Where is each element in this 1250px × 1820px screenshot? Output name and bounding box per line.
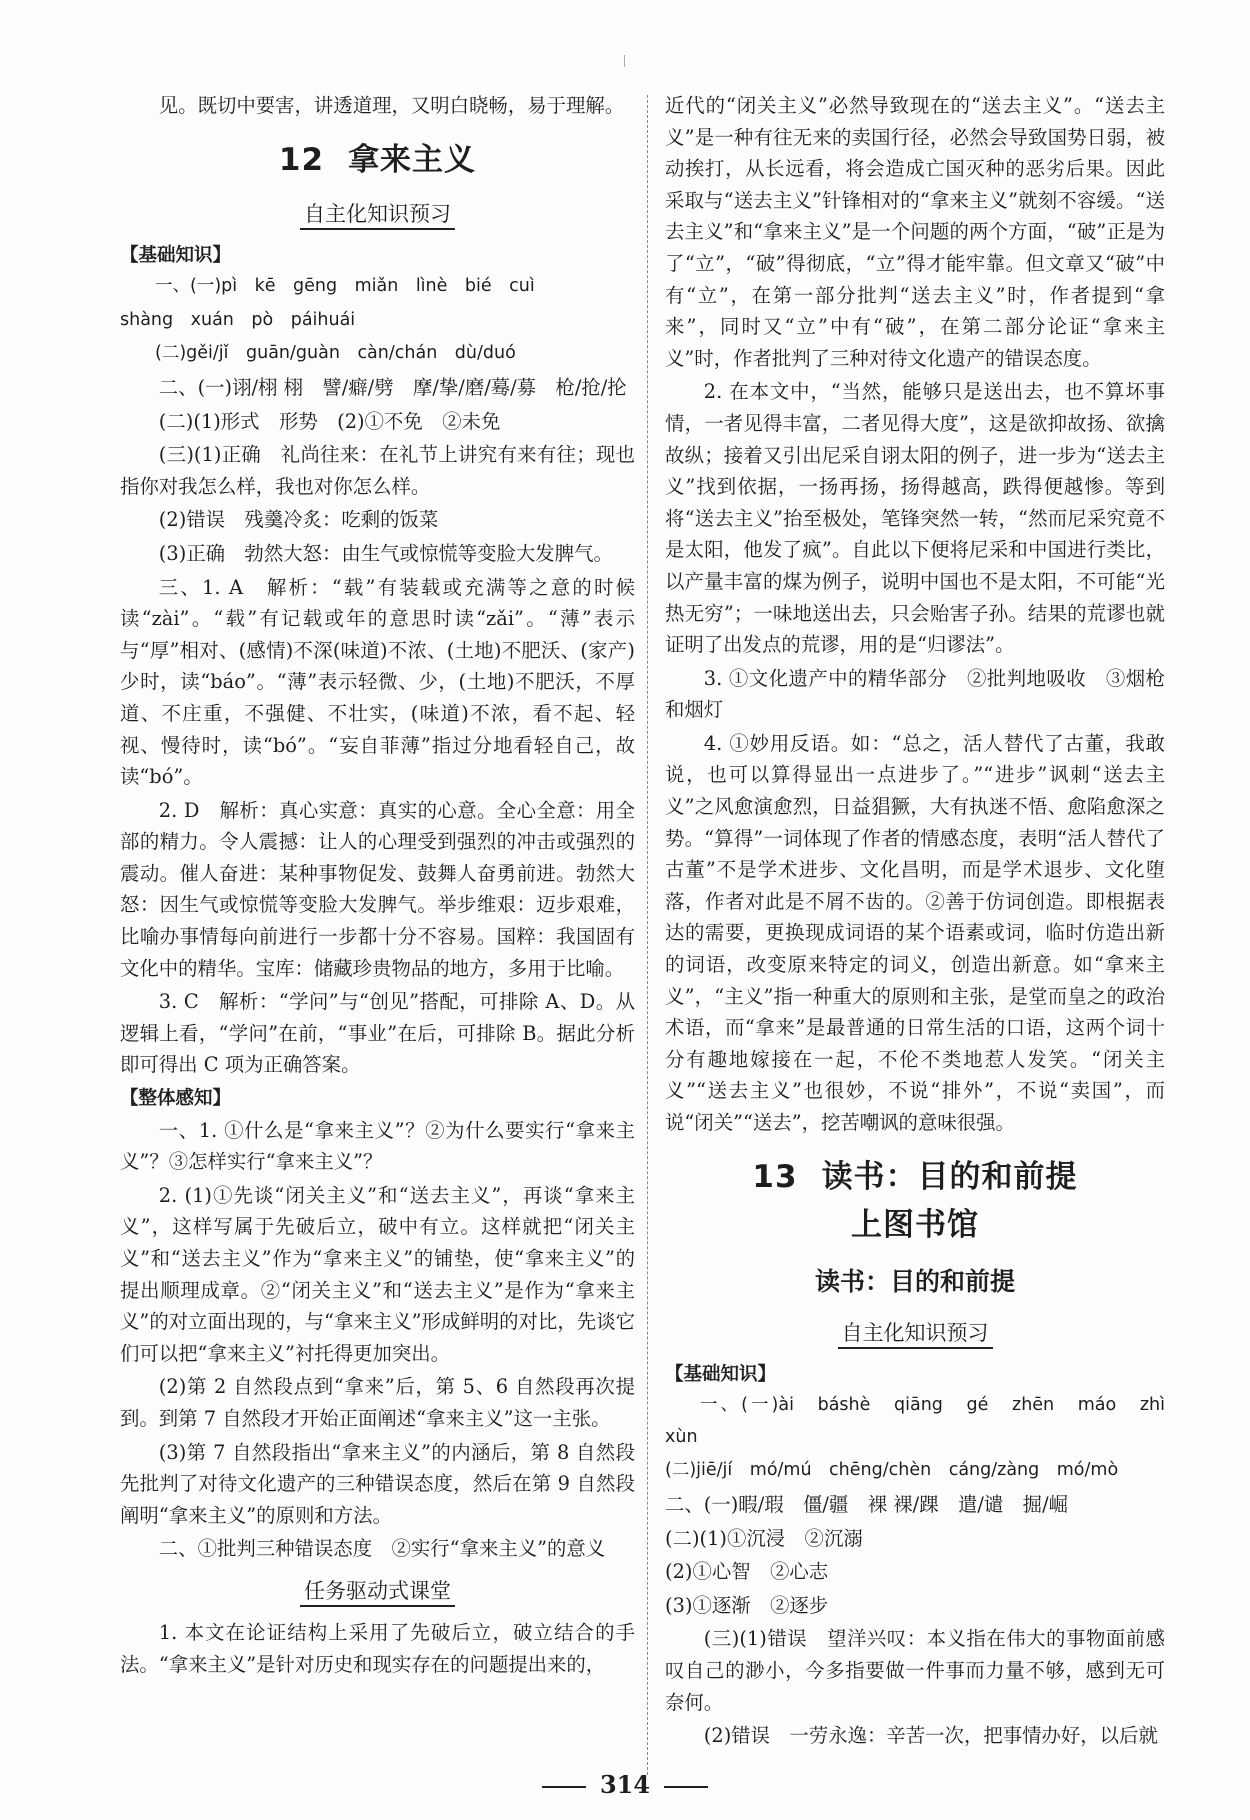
answer-char: 二、(一)暇/瑕 僵/疆 裸 裸/踝 遣/谴 掘/崛: [665, 1492, 1068, 1516]
answer-idiom-1: (三)(1)正确 礼尚往来：在礼节上讲究有来有往；现也指你对我怎么样，我也对你怎么样。: [120, 443, 635, 498]
column-divider: [647, 95, 648, 1775]
answer-word: (二)(1)形式 形势 (2)①不免 ②未免: [158, 409, 501, 433]
article-title: 读书：目的和前提: [814, 1266, 1015, 1296]
pinyin-line-2: (二)jiē/jí mó/mú chēng/chèn cáng/zàng mó/mò: [665, 1460, 1119, 1481]
lesson-12-heading: [120, 136, 635, 184]
right-column: [665, 90, 1183, 1754]
answer-word-1: (二)(1)①沉浸 ②沉溺: [665, 1526, 863, 1550]
section-heading-class: 任务驱动式课堂: [120, 1571, 635, 1611]
lesson-13-heading: [665, 1153, 1165, 1201]
lesson-number: 13: [752, 1158, 798, 1195]
pinyin-line-2: shàng xuán pò páihuái: [120, 309, 356, 330]
lesson-title: 拿来主义: [348, 141, 477, 178]
pinyin-line-1: 一、(一)pì kē gēng miǎn lìnè bié cuì: [155, 276, 535, 297]
left-column: [120, 90, 635, 1682]
answer-idiom-2: (2)错误 一劳永逸：辛苦一次，把事情办好，以后就: [703, 1724, 1158, 1748]
lesson-13-subtitle: 上图书馆: [851, 1206, 979, 1243]
overall-perception-label: 【整体感知】: [120, 1088, 232, 1110]
page-number: 314: [0, 1770, 1250, 1799]
lesson-title: 读书：目的和前提: [821, 1158, 1078, 1195]
intro-line: 见。既切中要害，讲透道理，又明白晓畅，易于理解。: [158, 94, 625, 117]
class-answer-2: 2. 在本文中，“当然，能够只是送出去，也不算坏事情，一者见得丰富，二者见得大度”，这是欲抑故扬、欲擒故纵；接着又引出尼采自诩太阳的例子，进一步为“送去主义”找到依据，一扬再扬，扬得越高，跌得便越惨。等到将“送去主义”抬至极处，笔锋突然一转，“然而尼采究竟不是太阳，他发了疯”。自此以下便将尼采和中国进行类比，以产量丰富的煤为例子，说明中国也不是太阳，不可能“光热无穷”；一味地送出去，只会贻害子孙。结果的荒谬也就证明了出发点的荒谬，用的是“归谬法”。: [665, 380, 1165, 657]
overall-1: 一、1. ①什么是“拿来主义”？②为什么要实行“拿来主义”？③怎样实行“拿来主义”？: [120, 1118, 635, 1174]
answer-idiom-2: (2)错误 残羹冷炙：吃剩的饭菜: [158, 508, 439, 532]
scan-mark: [624, 55, 625, 67]
analysis-1: 三、1. A 解析：“载”有装载或充满等之意的时候读“zài”。“载”有记载或年的意思时读“zǎi”。“薄”表示与“厚”相对、(感情)不深(味道)不浓、(土地)不肥沃、(家产)少时，读“báo”。“薄”表示轻微、少，(土地)不肥沃，不厚道、不庄重，不强健、不壮实，(味道)不浓，看不起、轻视、慢待时，读“bó”。“妄自菲薄”指过分地看轻自己，故读“bó”。: [120, 575, 635, 789]
analysis-2: 2. D 解析：真心实意：真实的心意。全心全意：用全部的精力。令人震撼：让人的心理受到强烈的冲击或强烈的震动。催人奋进：某种事物促发、鼓舞人奋勇前进。勃然大怒：因生气或惊慌等变脸大发脾气。举步维艰：迈步艰难，比喻办事情每向前进行一步都十分不容易。国粹：我国固有文化中的精华。宝库：储藏珍贵物品的地方，多用于比喻。: [120, 798, 635, 980]
lesson-number: 12: [278, 141, 325, 178]
analysis-3: 3. C 解析：“学问”与“创见”搭配，可排除 A、D。从逻辑上看，“学问”在前，“事业”在后，可排除 B。据此分析即可得出 C 项为正确答案。: [120, 990, 635, 1077]
answer-idiom-1: (三)(1)错误 望洋兴叹：本义指在伟大的事物面前感叹自己的渺小，今多指要做一件事而力量不够，感到无可奈何。: [665, 1627, 1165, 1714]
class-answer-1-cont: 近代的“闭关主义”必然导致现在的“送去主义”。“送去主义”是一种有往无来的卖国行径，必然会导致国势日弱，被动挨打，从长远看，将会造成亡国灭种的恶劣后果。因此采取与“送去主义”针锋相对的“拿来主义”就刻不容缓。“送去主义”和“拿来主义”是一个问题的两个方面，“破”正是为了“立”，“破”得彻底，“立”得才能牢靠。但文章又“破”中有“立”，在第一部分批判“送去主义”时，作者提到“拿来”，同时又“立”中有“破”，在第二部分论证“拿来主义”时，作者批判了三种对待文化遗产的错误态度。: [665, 94, 1165, 370]
answer-word-2: (2)①心智 ②心志: [665, 1560, 829, 1584]
pinyin-line-3: (二)gěi/jǐ guān/guàn càn/chán dù/duó: [155, 343, 516, 364]
overall-2: 2. (1)①先谈“闭关主义”和“送去主义”，再谈“拿来主义”，这样写属于先破后立，破中有立。这样就把“闭关主义”和“送去主义”作为“拿来主义”的铺垫，使“拿来主义”的提出顺理成章。②“闭关主义”和“送去主义”是作为“拿来主义”的对立面出现的，与“拿来主义”形成鲜明的对比，先谈它们可以把“拿来主义”衬托得更加突出。: [120, 1183, 635, 1365]
answer-char: 二、(一)诩/栩 栩 譬/癖/劈 摩/挚/磨/蓦/募 枪/抢/抡: [158, 375, 627, 399]
pinyin-line-1: 一、(一)ài báshè qiāng gé zhēn máo zhì xùn: [665, 1395, 1183, 1447]
class-answer-3: 3. ①文化遗产中的精华部分 ②批判地吸收 ③烟枪和烟灯: [665, 666, 1165, 722]
basic-knowledge-label: 【基础知识】: [120, 244, 232, 266]
answer-idiom-3: (3)正确 勃然大怒：由生气或惊慌等变脸大发脾气。: [158, 541, 613, 565]
overall-5: 二、①批判三种错误态度 ②实行“拿来主义”的意义: [158, 1537, 606, 1561]
answer-word-3: (3)①逐渐 ②逐步: [665, 1593, 829, 1617]
section-heading-preview: 自主化知识预习: [120, 194, 635, 234]
section-heading-preview: 自主化知识预习: [665, 1313, 1165, 1353]
class-answer-4: 4. ①妙用反语。如：“总之，活人替代了古董，我敢说，也可以算得显出一点进步了。”“进步”讽刺“送去主义”之风愈演愈烈，日益猖獗，大有执迷不悟、愈陷愈深之势。“算得”一词体现了作者的情感态度，表明“活人替代了古董”不是学术进步、文化昌明，而是学术退步、文化堕落，作者对此是不屑不齿的。②善于仿词创造。即根据表达的需要，更换现成词语的某个语素或词，临时仿造出新的词语，改变原来特定的词义，创造出新意。如“拿来主义”，“主义”指一种重大的原则和主张，是堂而皇之的政治术语，而“拿来”是最普通的日常生活的口语，这两个词十分有趣地嫁接在一起，不伦不类地惹人发笑。“闭关主义”“送去主义”也很妙，不说“排外”，不说“卖国”，而说“闭关”“送去”，挖苦嘲讽的意味很强。: [665, 731, 1165, 1134]
overall-4: (3)第 7 自然段指出“拿来主义”的内涵后，第 8 自然段先批判了对待文化遗产的三种错误态度，然后在第 9 自然段阐明“拿来主义”的原则和方法。: [120, 1440, 635, 1527]
basic-knowledge-label: 【基础知识】: [665, 1363, 777, 1385]
overall-3: (2)第 2 自然段点到“拿来”后，第 5、6 自然段再次提到。到第 7 自然段才开始正面阐述“拿来主义”这一主张。: [120, 1375, 635, 1430]
class-answer-1: 1. 本文在论证结构上采用了先破后立，破立结合的手法。“拿来主义”是针对历史和现实存在的问题提出来的，: [120, 1620, 635, 1676]
